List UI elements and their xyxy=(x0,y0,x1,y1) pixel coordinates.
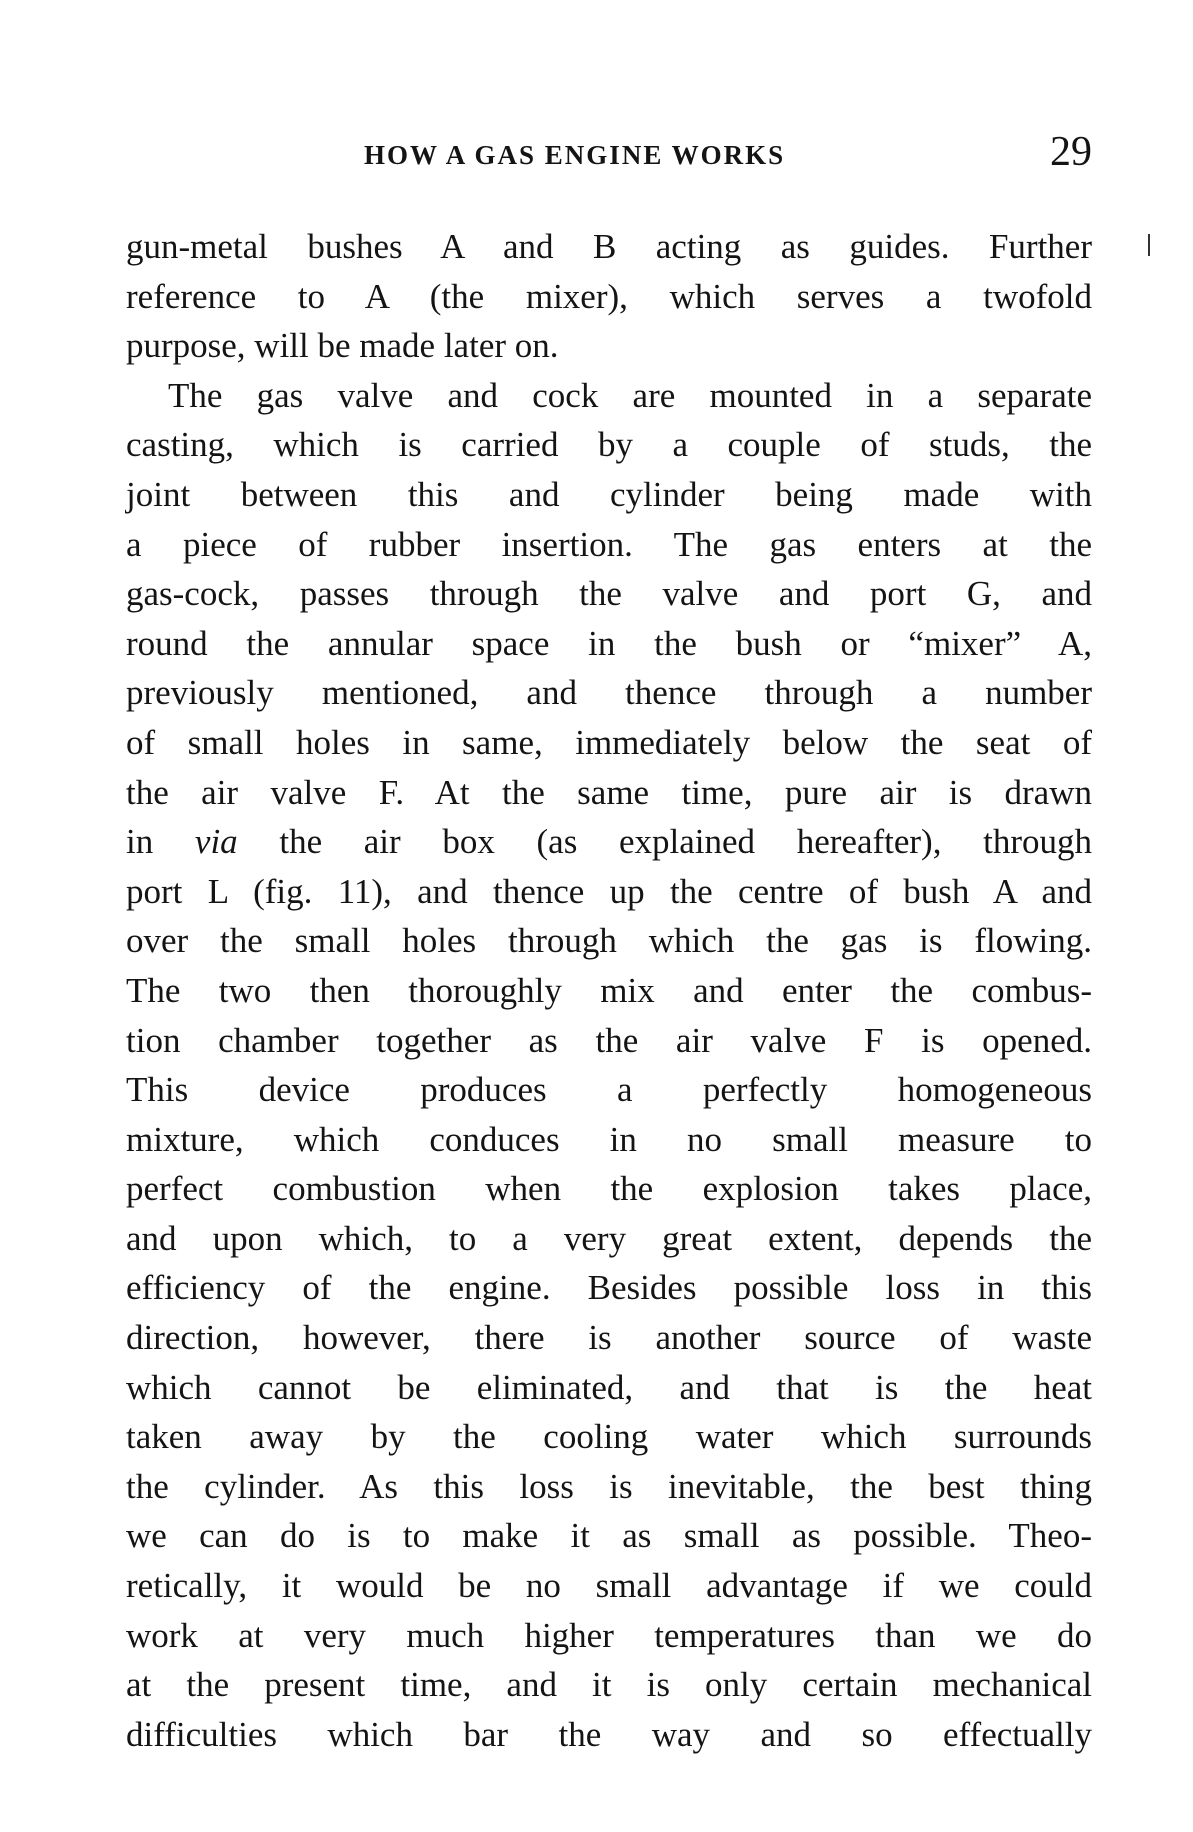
text-line: The two then thoroughly mix and enter the combus- xyxy=(126,970,1092,1010)
text-line: we can do is to make it as small as possible. Theo- xyxy=(126,1516,1092,1556)
text-line: the cylinder. As this loss is inevitable, the best thing xyxy=(126,1466,1092,1506)
body-text xyxy=(126,222,1092,1759)
text-line: taken away by the cooling water which surrounds xyxy=(126,1417,1092,1457)
text-line: at the present time, and it is only certain mechanical xyxy=(126,1665,1092,1705)
text-line: casting, which is carried by a couple of studs, the xyxy=(126,425,1092,465)
text-line: previously mentioned, and thence through a number xyxy=(126,673,1092,713)
text-line: gas-cock, passes through the valve and port G, and xyxy=(126,574,1092,614)
margin-mark xyxy=(1148,234,1150,256)
text-line: the air valve F. At the same time, pure air is drawn xyxy=(126,772,1092,812)
page-number: 29 xyxy=(1050,129,1092,175)
text-line: and upon which, to a very great extent, depends the xyxy=(126,1218,1092,1258)
text-line: over the small holes through which the gas is flowing. xyxy=(126,921,1092,961)
text-line: retically, it would be no small advantage if we could xyxy=(126,1566,1092,1606)
text-line: a piece of rubber insertion. The gas enters at the xyxy=(126,524,1092,564)
text-line: The gas valve and cock are mounted in a separate xyxy=(168,375,1092,415)
text-line: joint between this and cylinder being made with xyxy=(126,474,1092,514)
text-line: This device produces a perfectly homogeneous xyxy=(126,1070,1092,1110)
text-line: which cannot be eliminated, and that is the heat xyxy=(126,1367,1092,1407)
text-line: gun-metal bushes A and B acting as guides. Further xyxy=(126,227,1092,266)
text-line: reference to A (the mixer), which serves a twofold xyxy=(126,276,1092,316)
text-line: perfect combustion when the explosion takes place, xyxy=(126,1169,1092,1209)
text-line: work at very much higher temperatures than we do xyxy=(126,1615,1092,1655)
text-line: port L (fig. 11), and thence up the centre of bush A and xyxy=(126,871,1092,911)
text-line: difficulties which bar the way and so effectually xyxy=(126,1714,1092,1754)
text-line: in via the air box (as explained hereafter), through xyxy=(126,822,1092,862)
text-line: round the annular space in the bush or “mixer” A, xyxy=(126,623,1092,663)
text-line: purpose, will be made later on. xyxy=(126,326,559,366)
text-line: of small holes in same, immediately below the seat of xyxy=(126,722,1092,762)
running-title: HOW A GAS ENGINE WORKS xyxy=(364,140,786,170)
text-line: mixture, which conduces in no small measure to xyxy=(126,1119,1092,1159)
running-head xyxy=(126,128,1092,178)
text-line: tion chamber together as the air valve F is opened. xyxy=(126,1020,1092,1060)
text-line: efficiency of the engine. Besides possible loss in this xyxy=(126,1268,1092,1308)
text-line: direction, however, there is another source of waste xyxy=(126,1318,1092,1358)
